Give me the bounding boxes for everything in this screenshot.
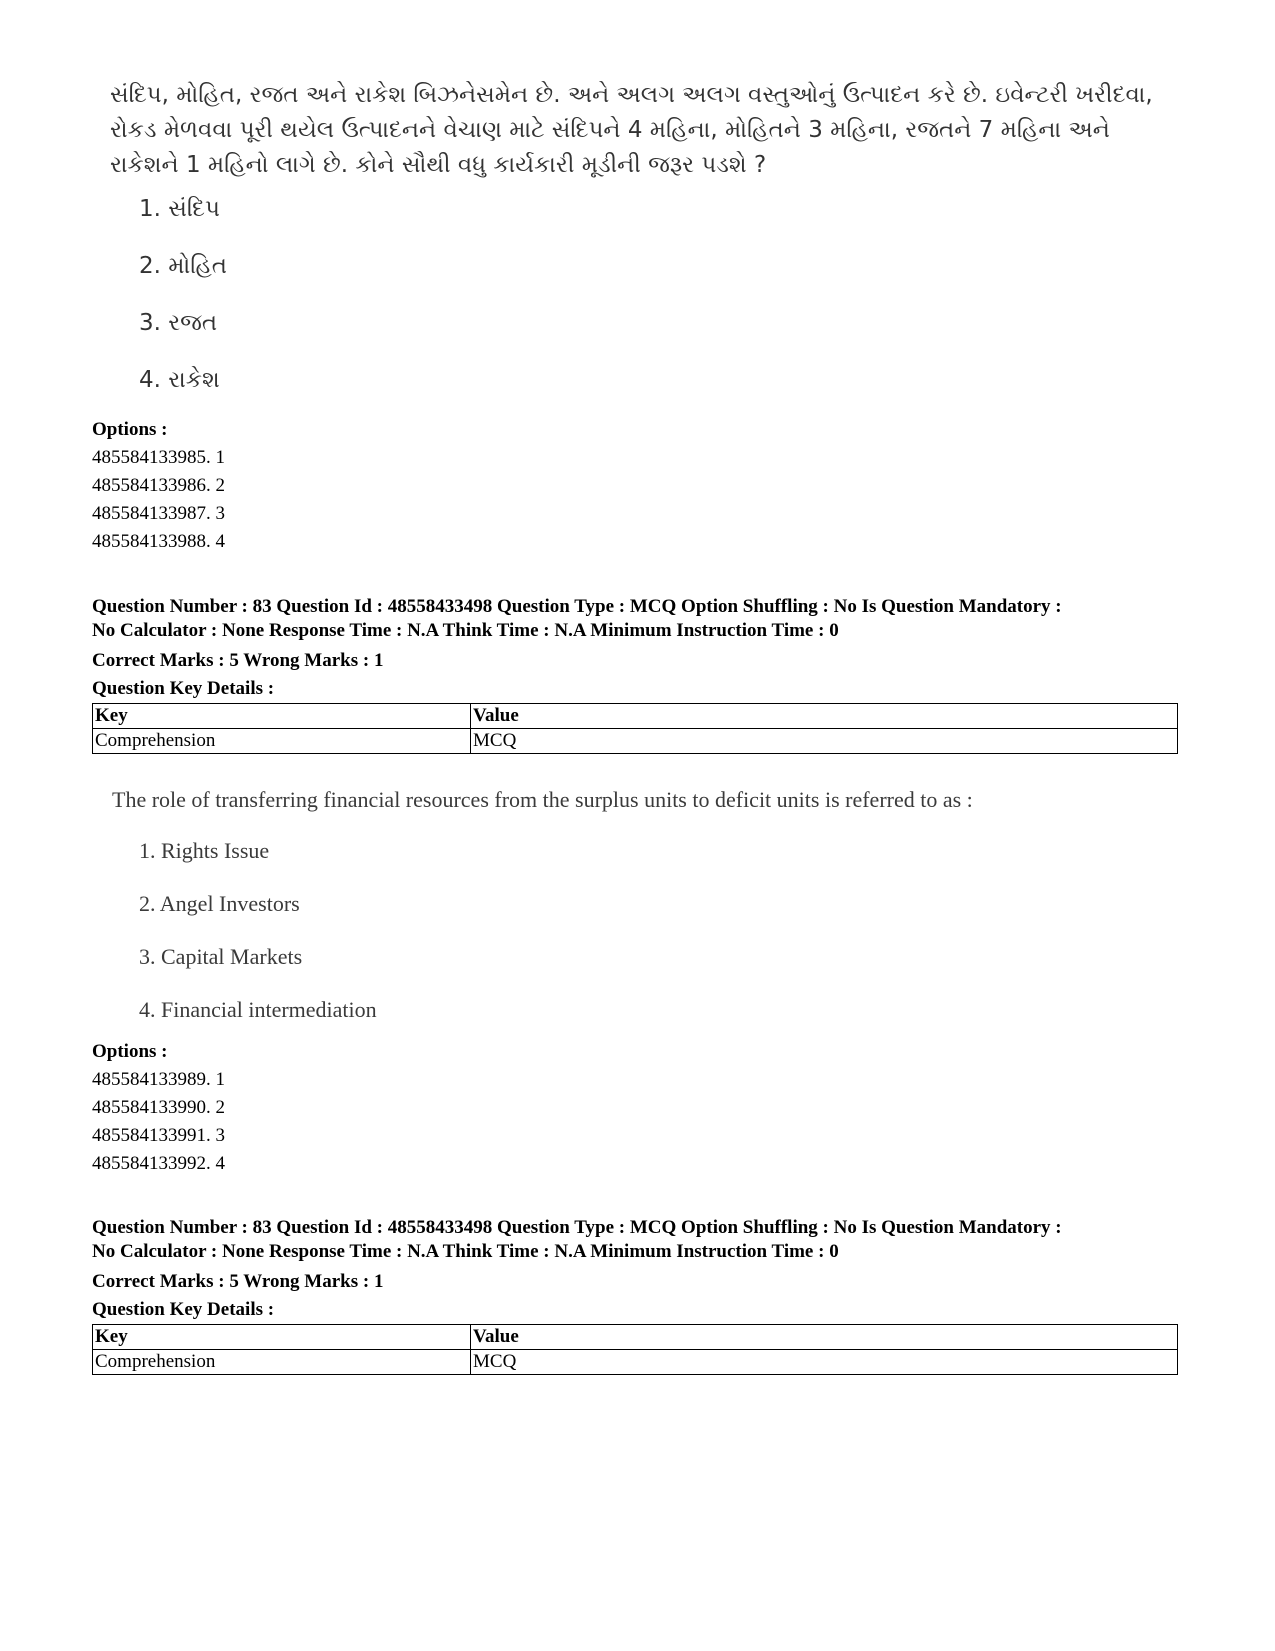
key-details-table	[92, 1324, 1178, 1375]
table-row	[93, 1350, 1178, 1375]
table-header-value: Value	[471, 1325, 1178, 1350]
marks-line: Correct Marks : 5 Wrong Marks : 1	[92, 650, 384, 671]
option-row: 485584133985. 1	[92, 447, 225, 468]
table-cell-key: Comprehension	[93, 729, 471, 754]
table-header-row	[93, 704, 1178, 729]
option-row: 485584133987. 3	[92, 503, 225, 524]
question-text-gujarati: સંદિપ, મોહિત, રજત અને રાકેશ બિઝનેસમેન છે. અને અલગ અલગ વસ્તુઓનું ઉત્પાદન કરે છે. ઇવેન્ટરી ખરીદવા, રોકડ મેળવવા પૂરી થયેલ ઉત્પાદનને વેચાણ માટે સંદિપને 4 મહિના, મોહિતને 3 મહિના, રજતને 7 મહિના અને રાકેશને 1 મહિનો લાગે છે. કોને સૌથી વધુ કાર્યકારી મૂડીની જરૂર પડશે ?	[110, 82, 1153, 178]
option-row: 485584133988. 4	[92, 531, 225, 552]
choice-list-english	[139, 838, 377, 1050]
table-header-row	[93, 1325, 1178, 1350]
options-block	[92, 1038, 225, 1178]
meta-line: Question Number : 83 Question Id : 48558433498 Question Type : MCQ Option Shuffling : No Is Question Mandatory :	[92, 1217, 1062, 1238]
choice-item: 1. સંદિપ	[139, 196, 220, 222]
option-row: 485584133989. 1	[92, 1069, 225, 1090]
option-row: 485584133991. 3	[92, 1125, 225, 1146]
table-cell-key: Comprehension	[93, 1350, 471, 1375]
table-cell-value: MCQ	[471, 1350, 1178, 1375]
choice-item: 2. Angel Investors	[139, 891, 300, 916]
options-block	[92, 416, 225, 556]
table-row	[93, 729, 1178, 754]
table-header-value: Value	[471, 704, 1178, 729]
question-text-english: The role of transferring financial resources from the surplus units to deficit units is referred to as :	[112, 787, 973, 812]
choice-item: 3. રજત	[139, 310, 218, 336]
choice-item: 2. મોહિત	[139, 253, 228, 279]
key-details-heading: Question Key Details :	[92, 1299, 275, 1320]
choice-list-gujarati	[139, 196, 227, 424]
table-header-key: Key	[93, 704, 471, 729]
meta-line: No Calculator : None Response Time : N.A Think Time : N.A Minimum Instruction Time : 0	[92, 1241, 839, 1262]
meta-line: No Calculator : None Response Time : N.A Think Time : N.A Minimum Instruction Time : 0	[92, 620, 839, 641]
meta-line: Question Number : 83 Question Id : 48558433498 Question Type : MCQ Option Shuffling : No Is Question Mandatory :	[92, 596, 1062, 617]
table-header-key: Key	[93, 1325, 471, 1350]
option-row: 485584133990. 2	[92, 1097, 225, 1118]
choice-item: 4. રાકેશ	[139, 367, 220, 393]
key-details-table	[92, 703, 1178, 754]
question-meta	[92, 595, 1182, 754]
marks-line: Correct Marks : 5 Wrong Marks : 1	[92, 1271, 384, 1292]
option-row: 485584133986. 2	[92, 475, 225, 496]
choice-item: 3. Capital Markets	[139, 944, 303, 969]
choice-item: 1. Rights Issue	[139, 838, 270, 863]
table-cell-value: MCQ	[471, 729, 1178, 754]
options-heading: Options :	[92, 419, 168, 440]
key-details-heading: Question Key Details :	[92, 678, 275, 699]
option-row: 485584133992. 4	[92, 1153, 225, 1174]
question-meta	[92, 1216, 1182, 1375]
choice-item: 4. Financial intermediation	[139, 997, 377, 1022]
options-heading: Options :	[92, 1041, 168, 1062]
